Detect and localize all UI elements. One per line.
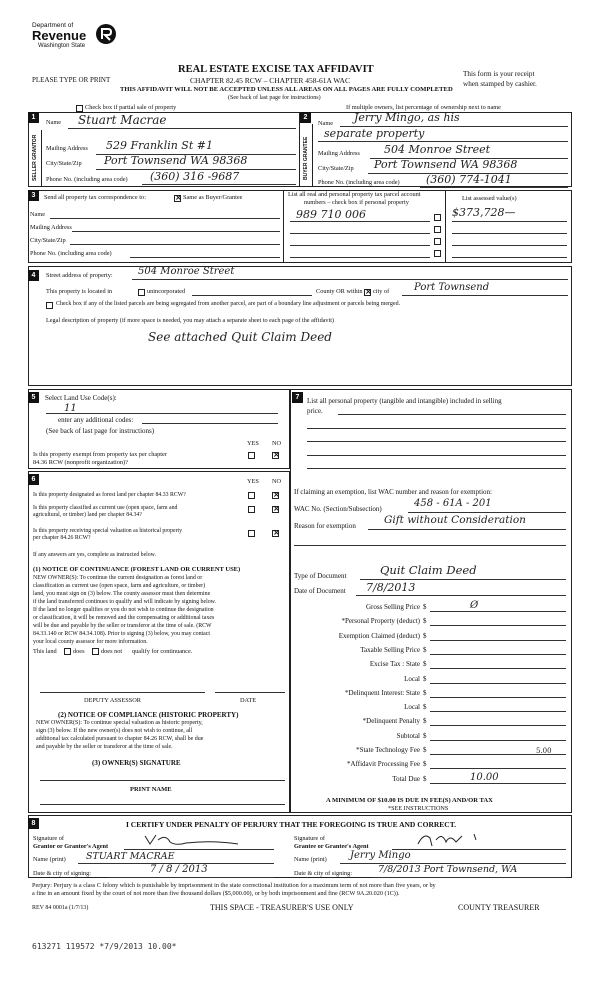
buyer-phone-value[interactable]: (360) 774-1041 xyxy=(426,173,512,186)
partial-sale-label: Check box if partial sale of property xyxy=(85,104,177,111)
buyer-city-value[interactable]: Port Townsend WA 98368 xyxy=(374,158,518,171)
s3-divider xyxy=(283,190,284,263)
exemption-label: If claiming an exemption, list WAC number and reason for exemption: xyxy=(294,488,492,496)
continuance-line: classification as current use (open space, farm and agriculture, or timber) xyxy=(33,583,206,589)
section-8-number: 8 xyxy=(28,818,39,829)
located-label: This property is located in xyxy=(46,288,113,295)
line xyxy=(215,692,285,693)
wac-value[interactable]: 458 - 61A - 201 xyxy=(414,498,492,509)
deputy-assessor-label: DEPUTY ASSESSOR xyxy=(84,697,141,704)
line xyxy=(290,233,430,234)
county-treasurer: COUNTY TREASURER xyxy=(458,903,540,912)
seller-vert-divider xyxy=(41,130,42,187)
line xyxy=(368,529,566,530)
continuance-line: if the land transferred continues to qualify and will indicate by signing below. xyxy=(33,599,216,605)
legal-description-label: Legal description of property (if more space is needed, you may attach a separate sheet to each page of the affidavit) xyxy=(46,317,334,324)
fee-label: Gross Selling Price xyxy=(365,603,420,611)
line xyxy=(50,218,280,219)
line xyxy=(408,512,566,513)
line xyxy=(452,221,567,222)
historic-line: and payable by the seller or transferor at the time of sale. xyxy=(36,744,173,750)
dept-line2: Revenue xyxy=(32,28,87,43)
fee-line xyxy=(430,668,566,669)
historic-line: additional tax calculated pursuant to chapter 84.26 RCW, shall be due xyxy=(36,736,204,742)
form-warning: THIS AFFIDAVIT WILL NOT BE ACCEPTED UNLESS ALL AREAS ON ALL PAGES ARE FULLY COMPLETED xyxy=(120,86,453,93)
personal-property-checkbox-2[interactable] xyxy=(434,226,441,233)
line xyxy=(392,849,566,850)
city-of-label: city of xyxy=(373,288,390,295)
buyer-date-label: Date & city of signing: xyxy=(294,870,353,877)
continuance-line: If the land no longer qualifies or you do not wish to continue the designation xyxy=(33,607,214,613)
revenue-emblem-icon xyxy=(94,22,118,46)
current-use-question-2: agricultural, or timber) land per chapter 84.34? xyxy=(33,512,142,518)
s5-yes-header: YES xyxy=(247,440,259,447)
seller-city-label: City/State/Zip xyxy=(46,160,82,167)
this-land-label: This land xyxy=(33,648,57,655)
current-use-yes-checkbox[interactable] xyxy=(248,506,255,513)
line xyxy=(307,455,566,456)
multiple-owners-note: If multiple owners, list percentage of ownership next to name xyxy=(346,104,501,111)
historic-title: (2) NOTICE OF COMPLIANCE (HISTORIC PROPERTY) xyxy=(58,711,239,719)
form-revision: REV 84 0001a (1/7/13) xyxy=(32,905,89,911)
fee-line xyxy=(430,768,566,769)
buyer-mail-value[interactable]: 504 Monroe Street xyxy=(384,143,491,156)
buyer-phone-label: Phone No. (including area code) xyxy=(318,179,400,186)
line xyxy=(108,877,274,878)
section-divider xyxy=(299,112,300,187)
s6-yes-header: YES xyxy=(247,478,259,485)
receipt-note-2: when stamped by cashier. xyxy=(463,80,537,88)
line xyxy=(290,257,430,258)
fee-dollar: $ xyxy=(423,731,427,740)
section-6-number: 6 xyxy=(28,474,39,485)
send-correspondence-label: Send all property tax correspondence to: xyxy=(44,194,146,201)
fee-line xyxy=(430,654,566,655)
buyer-vertical-label: BUYER GRANTEE xyxy=(303,136,309,180)
fee-dollar: $ xyxy=(423,717,427,726)
buyer-city-label: City/State/Zip xyxy=(318,165,354,172)
owner-signature-label: (3) OWNER(S) SIGNATURE xyxy=(92,759,181,767)
section-2-number: 2 xyxy=(300,112,311,123)
fee-line xyxy=(430,697,566,698)
line xyxy=(40,804,285,805)
document-date-label: Date of Document xyxy=(294,587,346,595)
please-type: PLEASE TYPE OR PRINT xyxy=(32,76,111,84)
unincorporated-checkbox[interactable] xyxy=(138,289,145,296)
fee-label: Subtotal xyxy=(396,731,420,740)
line xyxy=(360,579,566,580)
fee-value[interactable]: Ø xyxy=(470,600,479,611)
assessed-header: List assessed value(s) xyxy=(462,195,517,202)
fee-dollar: $ xyxy=(423,746,427,754)
line xyxy=(290,245,430,246)
line xyxy=(452,257,567,258)
line xyxy=(372,877,566,878)
perjury-text-2: a fine in an amount fixed by the court of not more than five thousand dollars ($5,000.00), or by both imprisonment and fine (RCW 9A.20.020 (1C)). xyxy=(32,890,400,897)
does-not-label: does not xyxy=(101,648,123,655)
line xyxy=(46,413,278,414)
fee-label: Local xyxy=(404,703,420,712)
minimum-due-note: A MINIMUM OF $10.00 IS DUE IN FEE(S) AND/OR TAX xyxy=(326,797,493,804)
line xyxy=(68,128,296,129)
s3-divider-2 xyxy=(445,190,446,263)
continuance-line: your local county assessor for more information. xyxy=(33,639,148,645)
forest-no-checkbox[interactable] xyxy=(272,492,279,499)
does-checkbox[interactable] xyxy=(64,648,71,655)
section-4-box xyxy=(28,266,572,386)
line xyxy=(338,414,566,415)
line xyxy=(307,428,566,429)
certify-statement: I CERTIFY UNDER PENALTY OF PERJURY THAT THE FOREGOING IS TRUE AND CORRECT. xyxy=(126,820,457,829)
line xyxy=(307,441,566,442)
county-label: County OR within xyxy=(316,288,363,295)
personal-property-label-2: price. xyxy=(307,407,323,415)
additional-codes-label: enter any additional codes: xyxy=(58,416,134,424)
fee-label: *Personal Property (deduct) xyxy=(341,617,420,626)
line xyxy=(132,279,568,280)
personal-property-checkbox-4[interactable] xyxy=(434,250,441,257)
fee-label: *Affidavit Processing Fee xyxy=(347,760,420,769)
fee-line xyxy=(430,711,566,712)
s5-see-back: (See back of last page for instructions) xyxy=(46,427,155,435)
seller-name-value[interactable]: Stuart Macrae xyxy=(78,113,167,127)
exempt-yes-checkbox[interactable] xyxy=(248,452,255,459)
does-label: does xyxy=(73,648,85,655)
continuance-line: NEW OWNER(S): To continue the current designation as forest land or xyxy=(33,575,203,581)
fee-line xyxy=(430,611,566,612)
seller-vertical-label: SELLER GRANTOR xyxy=(32,134,38,182)
fee-label: Total Due xyxy=(392,774,420,783)
fee-dollar: $ xyxy=(423,603,427,611)
fee-dollar: $ xyxy=(423,617,427,626)
fee-label: Excise Tax : State xyxy=(369,660,420,669)
current-use-question-1: Is this property classified as current use (open space, farm and xyxy=(33,505,178,511)
fee-label: *Delinquent Interest: State xyxy=(344,688,420,697)
fee-line xyxy=(430,640,566,641)
s3-mail-label: Mailing Address xyxy=(30,224,72,231)
seller-phone-value[interactable]: (360) 316 -9687 xyxy=(150,170,240,183)
line xyxy=(40,692,205,693)
fee-label: Taxable Selling Price xyxy=(360,645,420,654)
street-value[interactable]: 504 Monroe Street xyxy=(138,266,235,277)
exempt-no-checkbox[interactable] xyxy=(272,452,279,459)
fee-line xyxy=(430,740,566,741)
city-of-checkbox[interactable] xyxy=(364,289,371,296)
unincorporated-label: unincorporated xyxy=(147,288,186,295)
seller-date-label: Date & city of signing: xyxy=(33,870,92,877)
historic-no-checkbox[interactable] xyxy=(272,530,279,537)
exempt-question-2: 84.36 RCW (nonprofit organization)? xyxy=(33,459,128,466)
seller-date-value[interactable]: 7 / 8 / 2013 xyxy=(150,864,208,875)
city-value[interactable]: Port Townsend xyxy=(414,282,490,293)
line xyxy=(290,221,430,222)
line xyxy=(307,468,566,469)
continuance-line: will be due and payable by the seller or transferor at the time of sale. (RCW xyxy=(33,623,212,629)
current-use-no-checkbox[interactable] xyxy=(272,506,279,513)
s3-city-label: City/State/Zip xyxy=(30,237,66,244)
seller-print-value[interactable]: STUART MACRAE xyxy=(86,851,175,862)
seller-name-label: Name xyxy=(46,119,62,126)
continuance-title: (1) NOTICE OF CONTINUANCE (FOREST LAND OR CURRENT USE) xyxy=(33,566,241,573)
buyer-name-value-2[interactable]: separate property xyxy=(324,127,425,140)
fee-label: *State Technology Fee xyxy=(356,746,420,754)
buyer-name-value-1[interactable]: Jerry Mingo, as his xyxy=(354,111,460,124)
fee-dollar: $ xyxy=(423,645,427,654)
s3-name-label: Name xyxy=(30,211,46,218)
line xyxy=(124,849,274,850)
dept-line3: Washington State xyxy=(38,43,86,49)
exempt-question-1: Is this property exempt from property tax per chapter xyxy=(33,451,167,458)
reason-label: Reason for exemption xyxy=(294,522,356,530)
forest-yes-checkbox[interactable] xyxy=(248,492,255,499)
line xyxy=(452,245,567,246)
fee-label: Local xyxy=(404,674,420,683)
continuance-line: 84.33.140 or RCW 84.34.108). Prior to signing (3) below, you may contact xyxy=(33,631,211,637)
line xyxy=(70,244,280,245)
fee-dollar: $ xyxy=(423,774,427,783)
qualify-label: qualify for continuance. xyxy=(132,648,193,655)
fee-dollar: $ xyxy=(423,660,427,669)
historic-question-1: Is this property receiving special valuation as historical property xyxy=(33,528,183,534)
document-date-value[interactable]: 7/8/2013 xyxy=(366,581,416,594)
seller-phone-label: Phone No. (including area code) xyxy=(46,176,128,183)
buyer-signature-icon xyxy=(414,830,504,848)
document-type-value[interactable]: Quit Claim Deed xyxy=(380,563,477,577)
assessed-value[interactable]: $373,728— xyxy=(452,206,516,219)
buyer-date-value[interactable]: 7/8/2013 Port Townsend, WA xyxy=(378,864,518,875)
buyer-signature-label-2: Grantee or Grantee's Agent xyxy=(294,843,369,850)
same-as-buyer-checkbox[interactable] xyxy=(174,195,181,202)
line xyxy=(130,257,280,258)
does-not-checkbox[interactable] xyxy=(92,648,99,655)
buyer-print-label: Name (print) xyxy=(294,856,327,863)
land-use-code-value[interactable]: 11 xyxy=(64,403,77,414)
fee-dollar: $ xyxy=(423,674,427,683)
perjury-text-1: Perjury: Perjury is a class C felony which is punishable by imprisonment in the state correctional institution for a maximum term of not more than five years, or by xyxy=(32,882,436,889)
continuance-line: or classification, it will be removed and the compensating or additional taxes xyxy=(33,615,215,621)
fee-line xyxy=(430,783,566,784)
seller-signature-icon xyxy=(142,832,242,848)
section-7-number: 7 xyxy=(292,392,303,403)
treasurer-space: THIS SPACE - TREASURER'S USE ONLY xyxy=(210,903,354,912)
s6-no-header: NO xyxy=(272,478,282,485)
buyer-vert-divider xyxy=(312,124,313,187)
section-5-number: 5 xyxy=(28,392,39,403)
fee-label: *Delinquent Penalty xyxy=(362,717,420,726)
land-use-label: Select Land Use Code(s): xyxy=(45,394,117,402)
reason-value[interactable]: Gift without Consideration xyxy=(384,514,526,526)
historic-line: sign (3) below. If the new owner(s) does not wish to continue, all xyxy=(36,728,193,734)
fee-line xyxy=(430,683,566,684)
seller-mail-value[interactable]: 529 Franklin St #1 xyxy=(106,139,213,152)
s6-date-label: DATE xyxy=(240,697,257,704)
s5-no-header: NO xyxy=(272,440,282,447)
historic-question-2: per chapter 84.26 RCW? xyxy=(33,535,91,541)
line xyxy=(402,295,568,296)
fee-dollar: $ xyxy=(423,631,427,640)
buyer-signature-label-1: Signature of xyxy=(294,835,325,842)
seller-signature-label-2: Grantor or Grantor's Agent xyxy=(33,843,109,850)
form-see-back: (See back of last page for instructions) xyxy=(228,95,321,101)
fee-dollar: $ xyxy=(423,760,427,769)
line xyxy=(40,780,285,781)
revenue-logo xyxy=(32,22,124,70)
continuance-line: land, you must sign on (3) below. The county assessor must then determine xyxy=(33,591,211,597)
historic-yes-checkbox[interactable] xyxy=(248,530,255,537)
section-3-number: 3 xyxy=(28,190,39,201)
see-instructions: *SEE INSTRUCTIONS xyxy=(388,805,449,812)
wac-label: WAC No. (Section/Subsection) xyxy=(294,505,382,513)
seller-print-label: Name (print) xyxy=(33,856,66,863)
buyer-name-label: Name xyxy=(318,120,334,127)
line xyxy=(142,184,296,185)
line xyxy=(420,187,568,188)
partial-sale-checkbox[interactable] xyxy=(76,105,83,112)
s3-phone-label: Phone No. (including area code) xyxy=(30,250,112,257)
line xyxy=(452,233,567,234)
street-label: Street address of property: xyxy=(46,272,113,279)
same-as-buyer-label: Same as Buyer/Grantee xyxy=(183,194,243,201)
line xyxy=(72,231,280,232)
if-yes-note: If any answers are yes, complete as instructed below. xyxy=(33,552,156,558)
line xyxy=(142,423,278,424)
parcel-header-1: List all real and personal property tax parcel account xyxy=(288,191,421,198)
line xyxy=(356,595,566,596)
fee-line xyxy=(430,725,566,726)
treasurer-stamp: 613271 119572 *7/9/2013 10.00* xyxy=(32,942,177,951)
seller-signature-label-1: Signature of xyxy=(33,835,64,842)
seller-city-value[interactable]: Port Townsend WA 98368 xyxy=(104,154,248,167)
fee-dollar: $ xyxy=(423,703,427,712)
buyer-mail-label: Mailing Address xyxy=(318,150,360,157)
buyer-print-value[interactable]: Jerry Mingo xyxy=(350,850,411,861)
line xyxy=(294,545,566,546)
legal-description-value[interactable]: See attached Quit Claim Deed xyxy=(148,330,332,344)
form-title: REAL ESTATE EXCISE TAX AFFIDAVIT xyxy=(178,64,374,75)
historic-line: NEW OWNER(S): To continue special valuation as historic property, xyxy=(36,720,203,726)
document-type-label: Type of Document xyxy=(294,572,347,580)
seller-mail-label: Mailing Address xyxy=(46,145,88,152)
parcel-number-value[interactable]: 989 710 006 xyxy=(296,208,366,221)
fee-line xyxy=(430,625,566,626)
section-1-number: 1 xyxy=(28,112,39,123)
forest-land-question: Is this property designated as forest land per chapter 84.33 RCW? xyxy=(33,492,186,498)
fee-value[interactable]: 5.00 xyxy=(536,747,552,755)
fee-value[interactable]: 10.00 xyxy=(470,771,499,783)
line xyxy=(318,141,568,142)
fee-label: Exemption Claimed (deduct) xyxy=(338,631,420,640)
line xyxy=(192,295,312,296)
section-7-box xyxy=(290,389,572,813)
parcel-header-2: numbers – check box if personal property xyxy=(304,199,409,206)
receipt-note-1: This form is your receipt xyxy=(463,70,535,78)
print-name-label: PRINT NAME xyxy=(130,786,172,793)
segregated-checkbox[interactable] xyxy=(46,302,53,309)
fee-dollar: $ xyxy=(423,688,427,697)
personal-property-label-1: List all personal property (tangible and intangible) included in selling xyxy=(307,397,502,405)
form-chapter: CHAPTER 82.45 RCW – CHAPTER 458-61A WAC xyxy=(190,76,350,85)
personal-property-checkbox-3[interactable] xyxy=(434,238,441,245)
section-4-number: 4 xyxy=(28,270,39,281)
segregated-label: Check box if any of the listed parcels are being segregated from another parcel, are part of a boundary line adjustment or parcels being merged. xyxy=(56,301,401,307)
personal-property-checkbox-1[interactable] xyxy=(434,214,441,221)
dept-line1: Department of xyxy=(32,22,74,29)
